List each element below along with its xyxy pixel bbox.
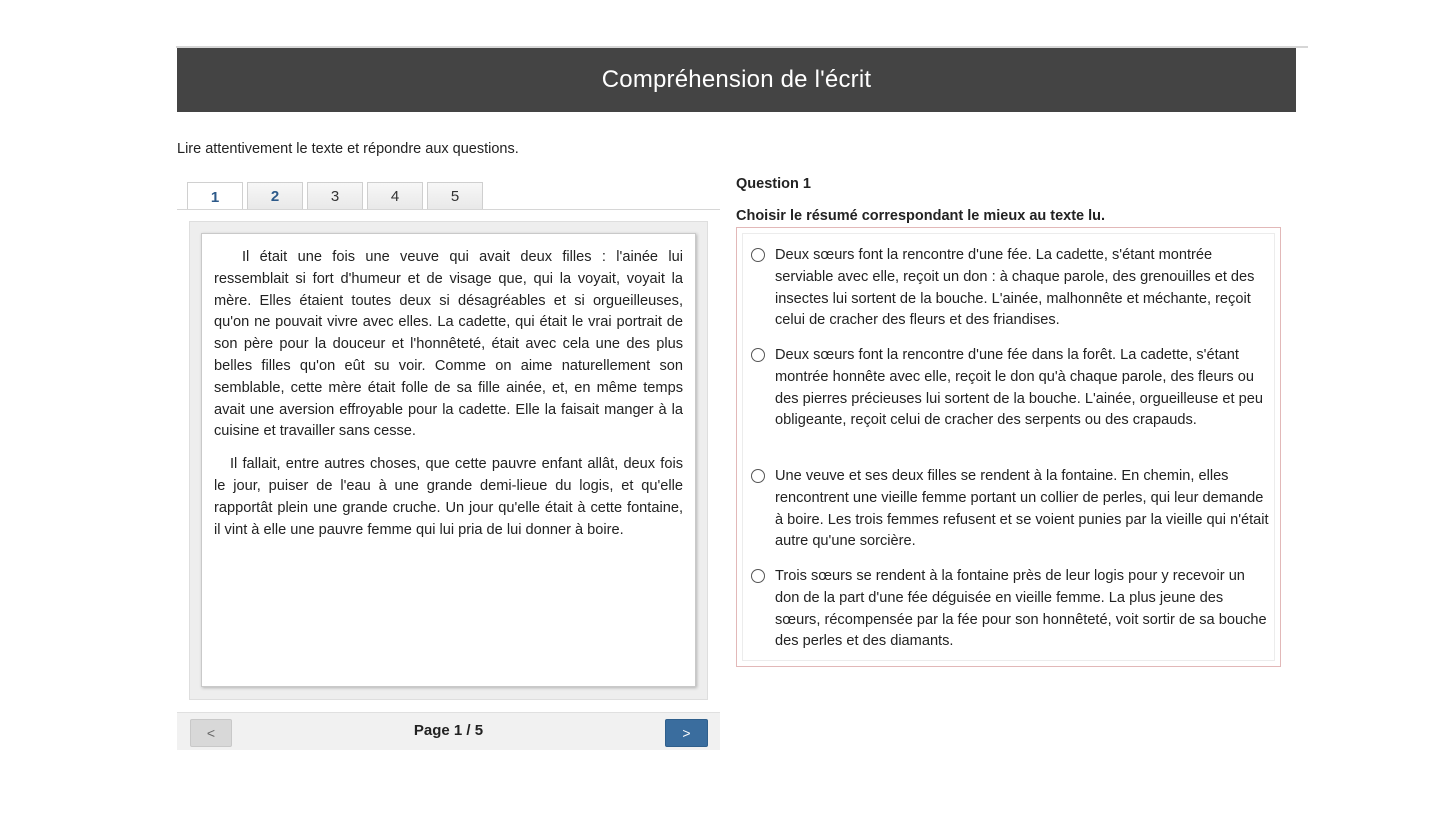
tab-page-4[interactable] [367,182,423,210]
answer-option-2[interactable] [751,345,1269,432]
answer-option-3[interactable] [751,466,1269,553]
radio-button[interactable] [751,569,765,583]
page-navigation [177,712,720,750]
tab-label: 2 [270,188,280,205]
tab-label: 3 [330,188,340,205]
page-header [177,48,1296,112]
answer-option-text: Une veuve et ses deux filles se rendent à la fontaine. En chemin, elles rencontrent une vieille femme portant un collier de perles, qui leur demande à boire. Les trois femmes refusent et se voient punies par la vieille qui n'était autre qu'une sorcière. [775,468,1269,550]
chevron-right-icon: > [682,725,691,741]
tab-page-3[interactable] [307,182,363,210]
text-paragraph-1: Il était une fois une veuve qui avait deux filles : l'ainée lui ressemblait si fort d'humeur et de visage que, qui la voyait, voyait la mère. Elles étaient toutes deux si désagréables et si orgueilleuses, qu'on ne pouvait vivre avec elles. La cadette, qui était le vrai portrait de son père pour la douceur et l'honnêteté, était avec cela une des plus belles filles qu'on eût su voir. Comme on aime naturellement son semblable, cette mère était folle de sa fille ainée, et, en même temps avait une aversion effroyable pour la cadette. Elle la faisait manger à la cuisine et travailler sans cesse. [214,249,683,440]
answer-option-4[interactable] [751,566,1269,653]
chevron-left-icon: < [206,725,216,741]
answer-option-text: Deux sœurs font la rencontre d'une fée dans la forêt. La cadette, s'étant montrée honnête avec elle, reçoit le don qu'à chaque parole, des fleurs ou des pierres précieuses lui sortent de la bouche. L'ainée, orgueilleuse et peu obligeante, reçoit celui de cracher des serpents ou des crapauds. [775,347,1263,429]
tab-page-2[interactable] [247,182,303,210]
page-tabs [187,182,487,210]
text-paragraph-2: Il fallait, entre autres choses, que cette pauvre enfant allât, deux fois le jour, puiser de l'eau à une grande demi-lieue du logis, et qu'elle rapportât plein une grande cruche. Un jour qu'elle était à cette fontaine, il vint à elle une pauvre femme qui lui pria de lui donner à boire. [214,456,683,538]
tab-label: 1 [210,188,220,206]
question-prompt: Choisir le résumé correspondant le mieux au texte lu. [736,208,1106,224]
next-page-button[interactable] [665,719,708,747]
tab-page-1[interactable] [187,182,243,211]
answer-option-1[interactable] [751,245,1269,332]
answer-option-text: Trois sœurs se rendent à la fontaine près de leur logis pour y recevoir un don de la part d'une fée déguisée en vieille femme. La plus jeune des sœurs, récompensée par la fée pour son honnêteté, voit sortir de sa bouche des perles et des diamants. [775,568,1267,650]
previous-page-button[interactable] [190,719,232,747]
tab-page-5[interactable] [427,182,483,210]
page-title: Compréhension de l'écrit [601,66,872,93]
page-indicator: Page 1 / 5 [413,722,484,739]
instruction-text: Lire attentivement le texte et répondre aux questions. [177,141,519,157]
radio-button[interactable] [751,348,765,362]
tab-label: 5 [450,188,460,205]
answer-option-text: Deux sœurs font la rencontre d'une fée. La cadette, s'étant montrée serviable avec elle, reçoit un don : à chaque parole, des grenouilles et des insectes lui sortent de la bouche. L'ainée, malhonnête et méchante, reçoit celui de cracher des fleurs et des friandises. [775,247,1255,329]
question-title: Question 1 [736,176,811,192]
radio-button[interactable] [751,469,765,483]
radio-button[interactable] [751,248,765,262]
reading-text-page [201,233,696,687]
tab-label: 4 [390,188,400,205]
